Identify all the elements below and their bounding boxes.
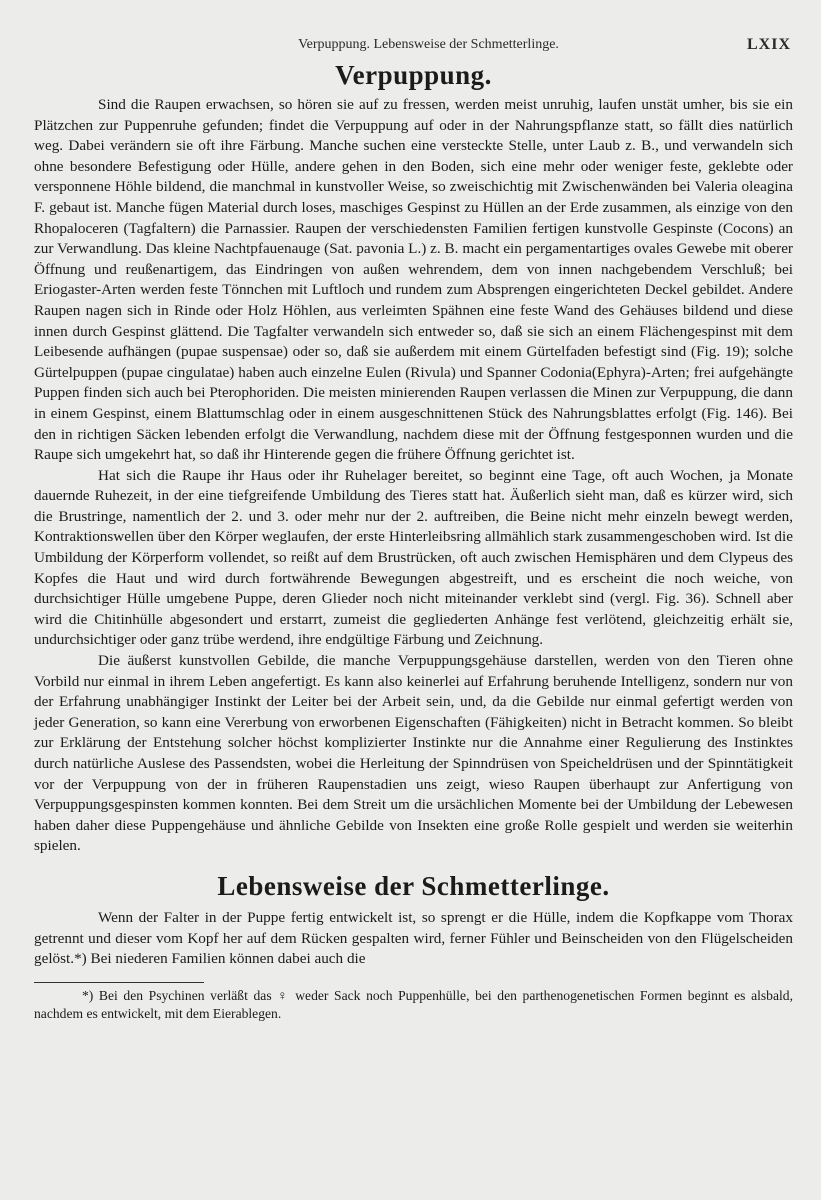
- running-head: [34, 34, 793, 56]
- page-number: LXIX: [746, 36, 791, 53]
- section-heading-lebensweise: Lebensweise der Schmetterlinge.: [217, 870, 610, 901]
- paragraph: Hat sich die Raupe ihr Haus oder ihr Ruhelager bereitet, so beginnt eine Tage, oft auch Wochen, ja Monate dauernde Ruhezeit, in der eine tiefgreifende Umbildung des Tieres statt hat. Äußerlich sieht man, daß es kürzer wird, sich die Brustringe, namentlich der 2. und 3. oder mehr nur der 2. auftreiben, die Beine nicht mehr einzeln bewegt werden, Kontraktionswellen über den Körper weglaufen, der erste Hinterleibsring allmählich stark zusammengeschoben wird. Ist die Umbildung der Körperform vollendet, so reißt auf dem Brustrücken, oft auch zwischen Hemisphären und dem Clypeus des Kopfes die Haut und wird durch fortwährende Bewegungen abgestreift, und es erscheint die noch weiche, von durchsichtiger Hülle umgebene Puppe, deren Glieder noch nicht miteinander verklebt sind (vergl. Fig. 36). Schnell aber wird die Chitinhülle abgesondert und erstarrt, zumeist die gegliederten Anhänge fest verlötend, gleichzeitig erhält sie, undurchsichtiger oder ganz trübe werdend, ihre endgültige Färbung und Zeichnung.: [34, 466, 793, 649]
- paragraph: Die äußerst kunstvollen Gebilde, die manche Verpuppungsgehäuse darstellen, werden von den Tieren ohne Vorbild nur einmal in ihrem Leben angefertigt. Es kann also keinerlei auf Erfahrung beruhende Intelligenz, sondern nur von der Erfahrung unabhängiger Instinkt der Leiter bei der Arbeit sein, und, da die Gebilde nur einmal gefertigt werden von jeder Generation, so kann eine Vererbung von erworbenen Eigenschaften (Fähigkeiten) nicht in Betracht kommen. So bleibt zur Erklärung der Entstehung solcher höchst komplizierter Instinkte nur die Annahme einer Regulierung des Instinktes durch natürliche Auslese des Passendsten, wobei die Herleitung der Spinndrüsen von Speicheldrüsen und der Spinntätigkeit vor der Verpuppung von der in früheren Raupenstadien uns zeigt, wieso Raupen überhaupt zur Anfertigung von Verpuppungsgespinsten kommen konnten. Bei dem Streit um die ursächlichen Momente bei der Umbildung der Lebewesen haben daher diese Puppengehäuse und ähnliche Gebilde von Insekten eine große Rolle gespielt und werden sie weiterhin spielen.: [34, 652, 793, 855]
- footnote: *) Bei den Psychinen verläßt das ♀ weder Sack noch Puppenhülle, bei den parthenogenetischen Formen beginnt es alsbald, nachdem es entwickelt, mit dem Eierablegen.: [34, 987, 793, 1021]
- paragraph: Wenn der Falter in der Puppe fertig entwickelt ist, so sprengt er die Hülle, indem die Kopfkappe vom Thorax getrennt und dieser vom Kopf her auf dem Rücken gespalten wird, ferner Fühler und Beinscheiden von den Flügelscheiden gelöst.*) Bei niederen Familien können dabei auch die: [34, 908, 793, 968]
- section-heading-verpuppung: Verpuppung.: [335, 60, 492, 90]
- footnote-divider: [34, 982, 204, 983]
- paragraph: Sind die Raupen erwachsen, so hören sie auf zu fressen, werden meist unruhig, laufen unstät umher, bis sie ein Plätzchen zur Puppenruhe gefunden; findet die Verpuppung auf oder in der Nahrungspflanze statt, so fällt dies natürlich weg. Dabei verändern sie oft ihre Färbung. Manche suchen eine versteckte Stelle, unter Laub z. B., und verwandeln sich ohne besondere Befestigung oder Hülle, andere gehen in den Boden, sich eine mehr oder weniger feste, geklebte oder versponnene Höhle bildend, die manchmal in kunstvoller Weise, so zweischichtig mit Zwischenwänden bei Valeria oleagina F. gebaut ist. Manche fügen Material durch loses, maschiges Gespinst zu Hüllen an der Erde zusammen, als einzige von den Rhopaloceren (Tagfaltern) die Parnassier. Raupen der verschiedensten Familien fertigen kunstvolle Gespinste (Cocons) an zur Verwandlung. Das kleine Nachtpfauenauge (Sat. pavonia L.) z. B. macht ein pergamentartiges ovales Gewebe mit oberer Öffnung und reußenartigem, das Eindringen von außen wehrendem, dem von innen nachgebendem Verschluß; bei Eriogaster-Arten werden feste Tönnchen mit Luftloch und rundem zum Absprengen eingerichteten Deckel gebildet. Andere Raupen nagen sich in Rinde oder Holz Höhlen, aus verleimten Spähnen eine feste Wand des Gehäuses bildend und diese innen durch Gespinst glättend. Die Tagfalter verwandeln sich entweder so, daß sie sich an einem Flächengespinst mit dem Leibesende aufhängen (pupae suspensae) oder so, daß sie außerdem mit einem Gürtelfaden befestigt sind (Fig. 19); solche Gürtelpuppen (pupae cingulatae) haben auch einzelne Eulen (Rivula) und Spanner Codonia(Ephyra)-Arten; frei aufgehängte Puppen finden sich auch bei Pterophoriden. Die meisten minierenden Raupen verlassen die Minen zur Verpuppung, die dann in einem Gespinst, einem Blattumschlag oder in einem ausgeschnittenen Stück des Nahrungsblattes erfolgt (Fig. 146). Bei den in richtigen Säcken lebenden erfolgt die Verwandlung, nachdem diese mit der Öffnung festgesponnen wurden und die Raupe sich umgekehrt hat, so daß ihr Hinterende gegen die frühere Öffnung gerichtet ist.: [34, 96, 793, 464]
- running-head-title: Verpuppung. Lebensweise der Schmetterlinge.: [298, 37, 559, 52]
